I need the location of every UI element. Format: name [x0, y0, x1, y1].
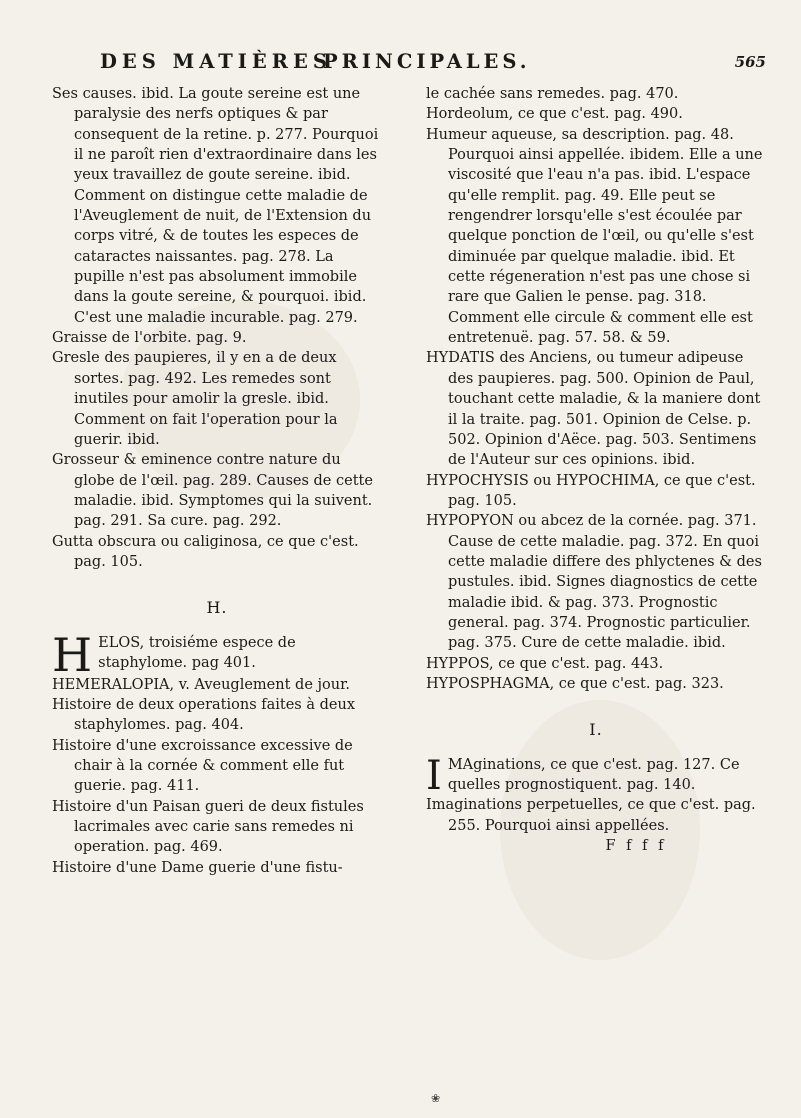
- index-entry: Graisse de l'orbite. pag. 9.: [52, 330, 247, 347]
- index-entry: Histoire d'une Dame guerie d'une fistu-: [52, 859, 343, 876]
- index-entry: Histoire d'une excroissance excessive de chair à la cornée & comment elle fut guerie. pag. 411.: [52, 737, 353, 795]
- drop-cap-h: H: [52, 627, 93, 682]
- drop-cap-i: I: [426, 752, 442, 799]
- index-entry: HYPOCHYSIS ou HYPOCHIMA, ce que c'est. pag. 105.: [426, 472, 756, 509]
- i-section: [426, 752, 766, 857]
- running-head-left: DES MATIÈRES: [100, 50, 332, 73]
- index-entry: HYPOPYON ou abcez de la cornée. pag. 371. Cause de cette maladie. pag. 372. En quoi cette maladie differe des phlyctenes & des pustules. ibid. Signes diagnostics de cette maladie ibid. & pag. 373. Prognostic general. pag. 374. Prognostic particulier. pag. 375. Cure de cette maladie. ibid.: [426, 513, 762, 652]
- section-heading-h: H.: [206, 598, 228, 618]
- index-entry: ELOS, troisiéme espece de staphylome. pag 401.: [98, 634, 296, 671]
- index-entry: Imaginations perpetuelles, ce que c'est. pag. 255. Pourquoi ainsi appellées.: [426, 797, 756, 834]
- index-entry: Histoire d'un Paisan gueri de deux fistules lacrimales avec carie sans remedes ni operation. pag. 469.: [52, 798, 364, 856]
- index-entry: HYPPOS, ce que c'est. pag. 443.: [426, 655, 664, 672]
- running-head: [40, 50, 766, 84]
- index-entry: MAginations, ce que c'est. pag. 127. Ce quelles prognostiquent. pag. 140.: [447, 756, 740, 793]
- index-entry: Ses causes. ibid. La goute sereine est une paralysie des nerfs optiques & par consequent de la retine. p. 277. Pourquoi il ne paroît rien d'extraordinaire dans les yeux travaillez de goute sereine. ibid. Comment on distingue cette maladie de l'Aveuglement de nuit, de l'Extension du corps vitré, & de toutes les especes de cataractes naissantes. pag. 278. La pupille n'est pas absolument immobile dans la goute sereine, & pourquoi. ibid. C'est une maladie incurable. pag. 279.: [52, 86, 379, 326]
- left-column: [52, 84, 382, 878]
- running-head-right: PRINCIPALES.: [323, 50, 531, 73]
- signature-text: F f f f: [605, 838, 667, 855]
- index-entry: Gresle des paupieres, il y en a de deux sortes. pag. 492. Les remedes sont inutiles pour amolir la gresle. ibid. Comment on fait l'operation pour la guerir. ibid.: [52, 350, 338, 448]
- section-heading-i: I.: [589, 720, 603, 740]
- index-entry: HYDATIS des Anciens, ou tumeur adipeuse des paupieres. pag. 500. Opinion de Paul, touchant cette maladie, & la maniere dont il la traite. pag. 501. Opinion de Celse. p. 502. Opinion d'Aëce. pag. 503. Sentimens de l'Auteur sur ces opinions. ibid.: [426, 350, 761, 469]
- index-entry: HYPOSPHAGMA, ce que c'est. pag. 323.: [426, 675, 724, 692]
- ornament-icon: ❀: [431, 1092, 441, 1105]
- index-entry: HEMERALOPIA, v. Aveuglement de jour.: [52, 676, 351, 693]
- index-entry: Hordeolum, ce que c'est. pag. 490.: [426, 106, 683, 123]
- index-entry: Histoire de deux operations faites à deux staphylomes. pag. 404.: [52, 696, 355, 734]
- right-column: [426, 84, 766, 871]
- index-entry: Grosseur & eminence contre nature du globe de l'œil. pag. 289. Causes de cette maladie. ibid. Symptomes qui la suivent. pag. 291. Sa cure. pag. 292.: [52, 452, 373, 530]
- h-section: [52, 627, 382, 878]
- index-entry: Humeur aqueuse, sa description. pag. 48. Pourquoi ainsi appellée. ibidem. Elle a une viscosité que l'eau n'a pas. ibid. L'espace qu'elle remplit. pag. 49. Elle peut se rengendrer lorsqu'elle s'est écoulée par quelque ponction de l'œil, ou qu'elle s'est diminuée par quelque maladie. ibid. Et cette régeneration n'est pas une chose si rare que Galien le pense. pag. 318. Comment elle circule & comment elle est entretenuë. pag. 57. 58. & 59.: [426, 126, 763, 347]
- index-entry: le cachée sans remedes. pag. 470.: [426, 86, 679, 102]
- signature-mark: [426, 836, 766, 856]
- index-entry: Gutta obscura ou caliginosa, ce que c'est. pag. 105.: [52, 533, 359, 570]
- page-number: 565: [734, 53, 766, 71]
